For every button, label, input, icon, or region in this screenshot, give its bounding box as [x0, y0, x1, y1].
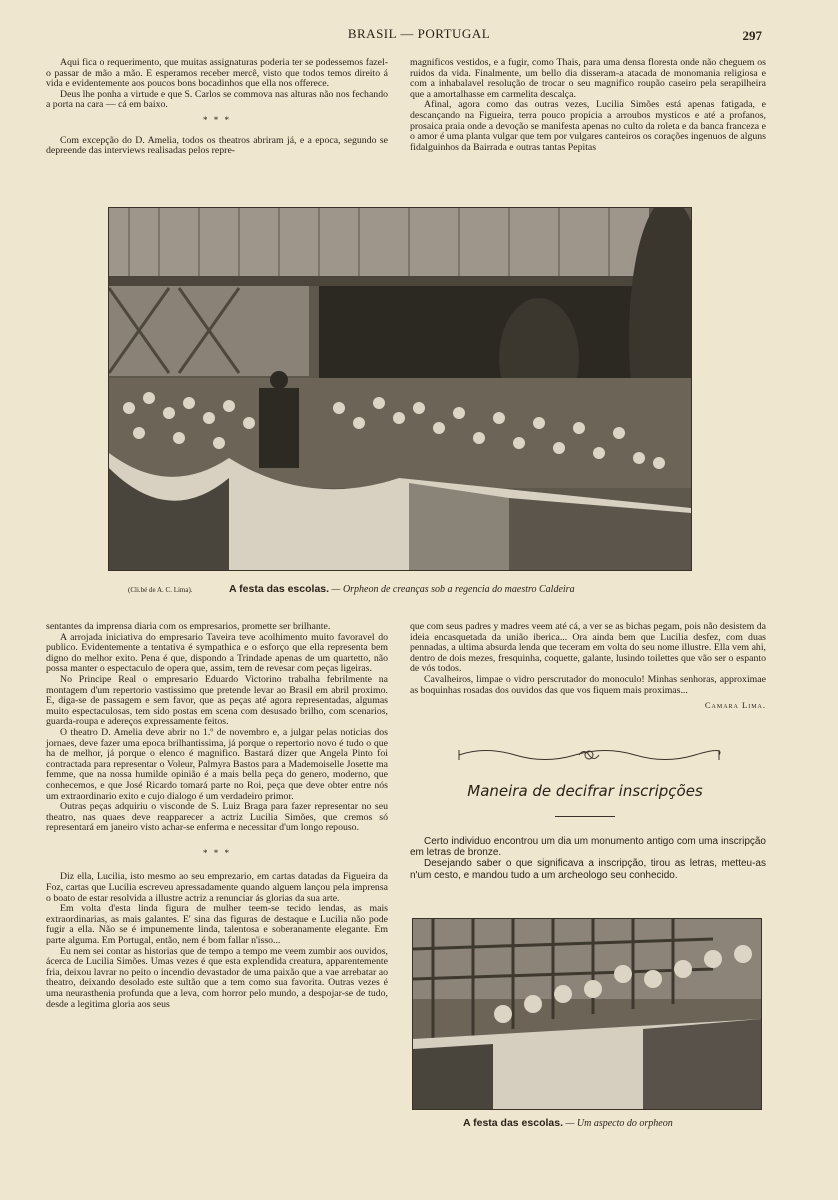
- paragraph: Aqui fica o requerimento, que muitas assignaturas poderia ter se podessemos fazel-o passar de mão a mão. E esperamos receber mercê, visto que todos temos direito á vida e evidentemente aos poucos bons bocadinhos que ella nos offerece.: [46, 57, 388, 90]
- caption-title: A festa das escolas.: [463, 1117, 563, 1129]
- paragraph: Em volta d'esta linda figura de mulher teem-se tecido lendas, as mais extraordinarias, as mais galantes. E' sina das figuras de destaque e Lucilia não pode fugir a ella. Não se é impunemente linda, talentosa e soberanamente elegante. Em parte alguma. Em Portugal, então, nem é bom fallar n'isso...: [46, 903, 388, 947]
- paragraph: Diz ella, Lucilia, isto mesmo ao seu emprezario, em cartas datadas da Figueira da Foz, cartas que Lucilia escreveu apressadamente quando alguem lançou pela imprensa o boato de estar resolvida a illustre actriz a renunciar ás glorias da sua arte.: [46, 871, 388, 904]
- paragraph: Cavalheiros, limpae o vidro perscrutador do monoculo! Minhas senhoras, approximae as boquinhas rosadas dos ouvidos das que vos fiquem mais proximas...: [410, 673, 766, 696]
- paragraph: Afinal, agora como das outras vezes, Lucilia Simões está apenas fatigada, e descançando na Figueira, terra pouco propicia a arroubos mysticos e até a profanos, prosaica praia onde a devoção se manifesta apenas no culto da roleta e da banca franceza e o amor é uma planta vulgar que tem por vulgares canteiros os corações ingenuos de alguns fidalguinhos da Bairrada e outras tantas Pepitas: [410, 99, 766, 153]
- photo1-caption: [128, 583, 575, 595]
- caption-text: — Um aspecto do orpheon: [565, 1118, 673, 1129]
- top-right-column: [410, 58, 766, 153]
- photo-credit: (Cli.bé de A. C. Lima).: [128, 586, 193, 594]
- paragraph: Outras peças adquiriu o visconde de S. Luiz Braga para fazer representar no seu theatro, nas quaes deve reapparecer a actriz Lucilia Simões, que cremos só representará em janeiro visto achar-se enferma e necessitar d'um longo repouso.: [46, 801, 388, 834]
- orpheon-aspect-illustration: [413, 919, 761, 1109]
- bottom-right-column: [410, 622, 766, 711]
- caption-text: — Orpheon de creanças sob a regencia do maestro Caldeira: [331, 584, 575, 595]
- page-number: 297: [742, 28, 762, 43]
- paragraph: Desejando saber o que significava a inscripção, tirou as letras, metteu-as n'um cesto, e mandou tudo a um archeologo seu conhecido.: [410, 858, 766, 881]
- paragraph: sentantes da imprensa diaria com os empresarios, promette ser brilhante.: [46, 621, 331, 632]
- paragraph: que com seus padres y madres veem até cá, a ver se as bichas pegam, pois não desistem da ideia encasquetada da união iberica... Ora ainda bem que Lucilia desfez, com duas pennadas, a ultima absurda lenda que teceram em volta do seu nome illustre. Ella vem ahi, dentro de dois mezes, fresquinha, coquette, galante, lusindo toilettes que vão ser o espanto de vós todos.: [410, 621, 766, 675]
- orpheon-photo-illustration: [109, 208, 691, 570]
- paragraph: Deus lhe ponha a virtude e que S. Carlos se commova nas alturas não nos fechando a porta na cara — cá em baixo.: [46, 88, 388, 111]
- paragraph: A arrojada iniciativa do empresario Taveira teve acolhimento muito favoravel do publico. Evidentemente a tentativa é sympathica e o esforço que ella representa bem digno do melhor exito. Pena é que, dispondo a Trindade apenas de um quartetto, não possa manter o espectaculo de opera que, assim, tem de revesar com peças ligeiras.: [46, 631, 388, 675]
- author-signature: Camara Lima.: [704, 700, 766, 711]
- running-title: BRASIL — PORTUGAL: [347, 26, 491, 41]
- ornament-divider-icon: [455, 744, 723, 766]
- top-left-column: [46, 58, 388, 157]
- caption-title: A festa das escolas.: [229, 583, 330, 595]
- title-underline: [555, 816, 615, 817]
- paragraph: magnificos vestidos, e a fugir, como Thais, para uma densa floresta onde não cheguem os ruidos da vida. Finalmente, um bello dia disseram-a atacada de monomania religiosa e com a inhabalavel resolução de trocar o seu magnifico roupão caseiro pela serapilheira que a amortalhasse em carmelita descalça.: [410, 57, 766, 100]
- photo2-caption: [463, 1117, 673, 1129]
- section-separator: * * *: [203, 114, 231, 125]
- paragraph: O theatro D. Amelia deve abrir no 1.º de novembro e, a julgar pelas noticias dos jornaes, deve fazer uma epoca brilhantissima, já porque o repertorio novo é tudo o que ha de melhor, já porque o elenco é magnifico. Bastará dizer que Angela Pinto foi contractada para representar o Voleur, Palmyra Bastos para a Mademoiselle Josette ma femme, que na nossa humilde opinião é a mais bella peça do genero, moderno, que conhecemos, e que José Ricardo tomará parte no Roi, peça que deve obter entre nós um extraordinario exito e cujo dialogo é um verdadeiro primor.: [46, 726, 388, 802]
- orpheon-aspect-photo: [412, 918, 762, 1110]
- section-title: Maneira de decifrar inscripções: [467, 782, 703, 800]
- paragraph: Certo individuo encontrou um dia um monumento antigo com uma inscripção em letras de bronze.: [410, 836, 766, 859]
- paragraph: Eu nem sei contar as historias que de tempo a tempo me veem zumbir aos ouvidos, ácerca de Lucilia Simões. Umas vezes é que esta explendida creatura, apparentemente fria, deixou lavrar no peito o incendio devastador de uma paixão que a vae arrebatar ao theatro, deixando desolado este sultão que a tem como sua favorita. Outras vezes é uma neurasthenia profunda que a leva, com horror pelo mundo, a despojar-se de tudo, desde a legitima gloria aos seus: [46, 945, 388, 1010]
- orpheon-photo: [108, 207, 692, 571]
- section-body: [410, 836, 766, 881]
- paragraph: Com excepção do D. Amelia, todos os theatros abriram já, e a epoca, segundo se depreende das interviews realisadas pelos repre-: [46, 134, 388, 157]
- paragraph: No Principe Real o empresario Eduardo Victorino trabalha febrilmente na montagem d'um repertorio vastissimo que pretende levar ao Brasil em abril proximo. E, diga-se de passagem e sem favor, que as peças até agora representadas, algumas muito espectaculosas, tem sido postas em scena com desusado brilho, com scenarios, guarda-roupa e adereços expressamente feitos.: [46, 673, 388, 728]
- section-separator: * * *: [203, 847, 231, 858]
- page-header: [0, 26, 838, 46]
- bottom-left-column: [46, 622, 388, 1010]
